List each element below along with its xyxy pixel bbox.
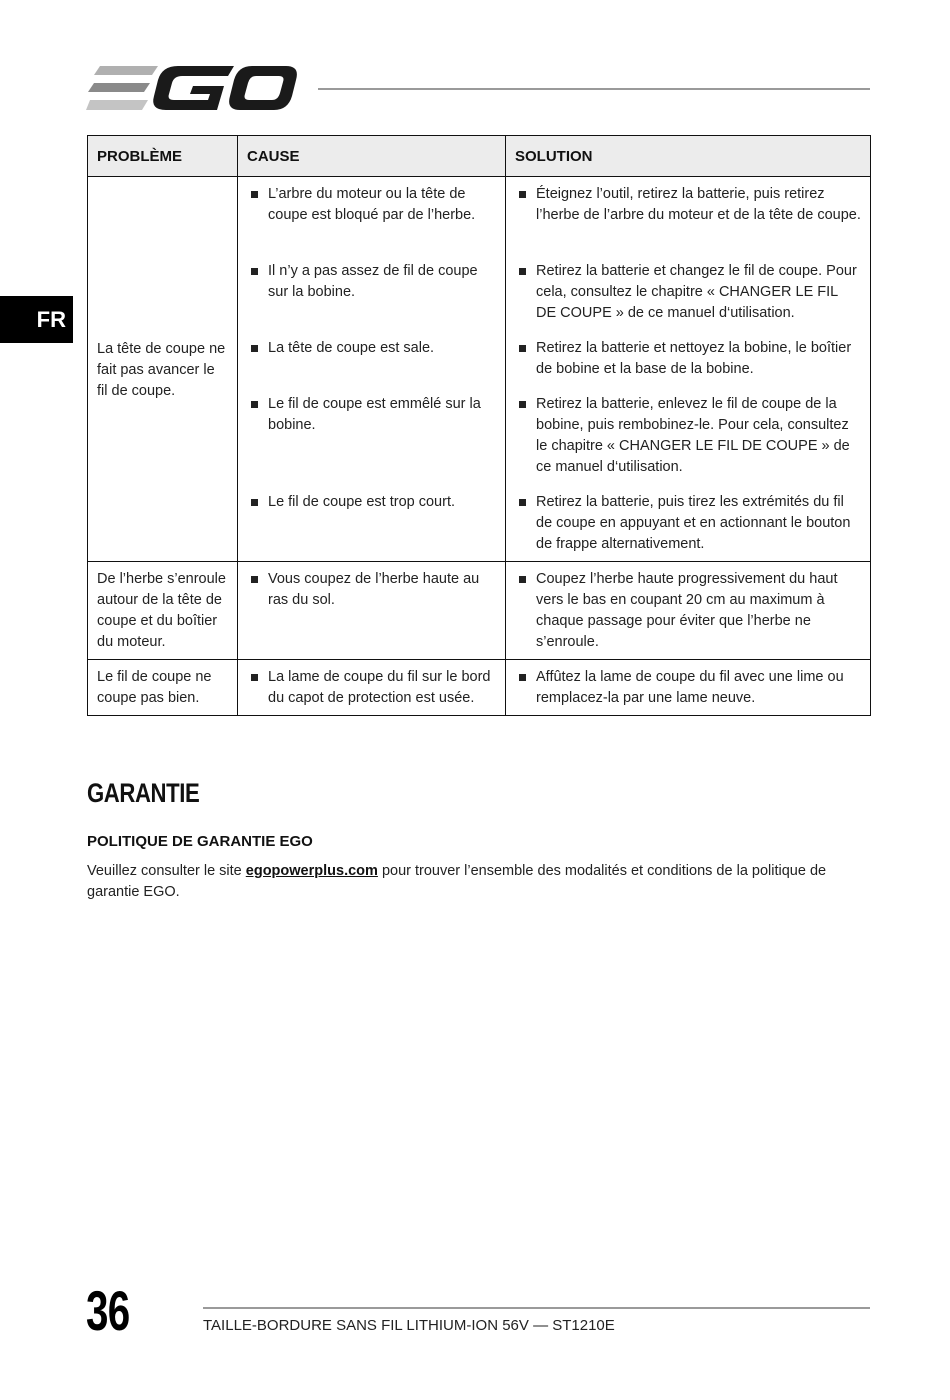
solution-item: Retirez la batterie, enlevez le fil de coupe de la bobine, puis rembobinez-le. Pour cela, consultez le chapitre « CHANGER LE FIL DE COUPE » de ce manuel d‘utilisation. (515, 394, 861, 478)
table-row (88, 660, 871, 716)
problem-cell: De l’herbe s’enroule autour de la tête de coupe et du boîtier du moteur. (88, 562, 238, 660)
footer-product-title: TAILLE-BORDURE SANS FIL LITHIUM-ION 56V — ST1210E (203, 1317, 615, 1334)
problem-cell: La tête de coupe ne fait pas avancer le fil de coupe. (88, 177, 238, 562)
problem-cell: Le fil de coupe ne coupe pas bien. (88, 660, 238, 716)
solution-cell (506, 660, 871, 716)
bullet-icon (251, 345, 258, 352)
warranty-text-before: Veuillez consulter le site (87, 863, 246, 879)
table-row (88, 177, 871, 562)
cause-cell (238, 177, 506, 562)
egopowerplus-link[interactable]: egopowerplus.com (245, 863, 378, 879)
troubleshooting-table (87, 135, 871, 716)
bullet-icon (519, 191, 526, 198)
solution-item: Éteignez l’outil, retirez la batterie, puis retirez l’herbe de l’arbre du moteur et de la tête de coupe. (515, 184, 861, 247)
language-tab-label: FR (36, 306, 66, 332)
cause-item: L’arbre du moteur ou la tête de coupe est bloqué par de l’herbe. (247, 184, 496, 247)
bullet-icon (519, 576, 526, 583)
cause-item: Le fil de coupe est emmêlé sur la bobine. (247, 394, 496, 478)
bullet-icon (251, 401, 258, 408)
footer-rule (203, 1307, 870, 1309)
bullet-icon (519, 345, 526, 352)
page-number: 36 (86, 1279, 130, 1342)
cause-item: La tête de coupe est sale. (247, 338, 496, 380)
bullet-icon (519, 401, 526, 408)
logo-o (229, 66, 297, 110)
warranty-title: GARANTIE (87, 778, 200, 808)
logo-g (153, 66, 234, 110)
cause-item: Il n’y a pas assez de fil de coupe sur la bobine. (247, 261, 496, 324)
warranty-subtitle: POLITIQUE DE GARANTIE EGO (87, 833, 313, 850)
solution-header: SOLUTION (506, 136, 871, 177)
ego-logo (86, 64, 298, 112)
solution-item: Retirez la batterie et changez le fil de coupe. Pour cela, consultez le chapitre « CHANGER LE FIL DE COUPE » de ce manuel d‘utilisation. (515, 261, 861, 324)
bullet-icon (251, 576, 258, 583)
bullet-icon (519, 674, 526, 681)
bullet-icon (251, 674, 258, 681)
problem-header: PROBLÈME (88, 136, 238, 177)
table-header-row (88, 136, 871, 177)
cause-item: Le fil de coupe est trop court. (247, 492, 496, 513)
warranty-text (87, 861, 857, 903)
cause-item: Vous coupez de l’herbe haute au ras du sol. (247, 569, 496, 611)
solution-item: Retirez la batterie, puis tirez les extrémités du fil de coupe en appuyant et en actionnant le bouton de frappe alternativement. (515, 492, 861, 555)
warranty-text-after: pour trouver l’ensemble des modalités et conditions de la politique de garantie EGO. (87, 863, 827, 900)
cause-cell (238, 660, 506, 716)
bullet-icon (519, 268, 526, 275)
cause-cell (238, 562, 506, 660)
bullet-icon (251, 268, 258, 275)
bullet-icon (519, 499, 526, 506)
logo-e (86, 66, 158, 110)
solution-item: Retirez la batterie et nettoyez la bobine, le boîtier de bobine et la base de la bobine. (515, 338, 861, 380)
solution-cell (506, 562, 871, 660)
bullet-icon (251, 191, 258, 198)
solution-item: Coupez l’herbe haute progressivement du haut vers le bas en coupant 20 cm au maximum à chaque passage pour éviter que l’herbe ne s’enroule. (515, 569, 861, 653)
cause-header: CAUSE (238, 136, 506, 177)
header-rule (318, 88, 870, 90)
solution-item: Affûtez la lame de coupe du fil avec une lime ou remplacez-la par une lame neuve. (515, 667, 861, 709)
bullet-icon (251, 499, 258, 506)
language-tab (0, 296, 73, 343)
solution-cell (506, 177, 871, 562)
table-row (88, 562, 871, 660)
cause-item: La lame de coupe du fil sur le bord du capot de protection est usée. (247, 667, 496, 709)
